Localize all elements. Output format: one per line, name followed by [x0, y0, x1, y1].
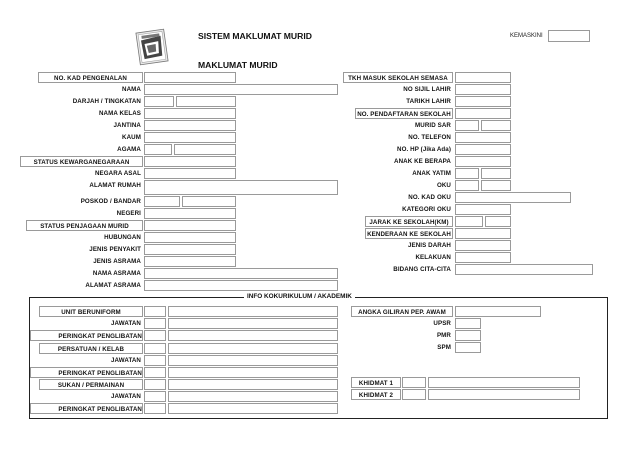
field-label: ANAK KE BERAPA: [394, 158, 451, 165]
spm-input[interactable]: [455, 342, 481, 353]
club-level-input[interactable]: [144, 367, 166, 378]
field-label: PMR: [436, 332, 451, 339]
club-input[interactable]: [144, 343, 166, 354]
religion-input[interactable]: [144, 144, 172, 155]
field-label: STATUS KEWARGANEGARAAN: [20, 156, 143, 167]
field-label: KAUM: [122, 134, 141, 141]
relationship-input[interactable]: [144, 232, 236, 243]
uniform-position-name-input[interactable]: [168, 318, 338, 329]
uniform-level-name-input[interactable]: [168, 330, 338, 341]
service-1-detail-input[interactable]: [428, 377, 580, 388]
club-level-name-input[interactable]: [168, 367, 338, 378]
sar-student-input[interactable]: [455, 120, 479, 131]
field-label: OKU: [436, 182, 451, 189]
field-label: JAWATAN: [110, 357, 141, 364]
field-label: STATUS PENJAGAAN MURID: [26, 220, 143, 231]
service-2-input[interactable]: [402, 389, 426, 400]
field-label: TKH MASUK SEKOLAH SEMASA: [343, 72, 453, 83]
field-label: NO. HP (Jika Ada): [397, 146, 451, 153]
sport-input[interactable]: [144, 379, 166, 390]
transport-input[interactable]: [455, 228, 511, 239]
gender-input[interactable]: [144, 120, 236, 131]
sport-position-name-input[interactable]: [168, 391, 338, 402]
school-entry-date-input[interactable]: [455, 72, 511, 83]
upsr-input[interactable]: [455, 318, 481, 329]
class-name-input[interactable]: [144, 108, 236, 119]
grade-input[interactable]: [144, 96, 174, 107]
phone-input[interactable]: [455, 132, 511, 143]
cocurricular-title: INFO KOKURIKULUM / AKADEMIK: [244, 292, 355, 302]
blood-type-input[interactable]: [455, 240, 511, 251]
illness-type-input[interactable]: [144, 244, 236, 255]
field-label: PERINGKAT PENGLIBATAN: [30, 367, 143, 378]
uniform-position-input[interactable]: [144, 318, 166, 329]
field-label: NO. PENDAFTARAN SEKOLAH: [355, 108, 453, 119]
exam-index-input[interactable]: [455, 306, 541, 317]
page-title: SISTEM MAKLUMAT MURID: [198, 31, 312, 41]
field-label: AGAMA: [117, 146, 141, 153]
service-1-input[interactable]: [402, 377, 426, 388]
field-label: PERINGKAT PENGLIBATAN: [30, 330, 143, 341]
field-label: JARAK KE SEKOLAH(KM): [365, 216, 453, 227]
field-label: DARJAH / TINGKATAN: [72, 98, 141, 105]
child-order-input[interactable]: [455, 156, 511, 167]
field-label: MURID SAR: [415, 122, 451, 129]
field-label: NEGERI: [116, 210, 141, 217]
field-label: ANGKA GILIRAN PEP. AWAM: [351, 306, 453, 317]
orphan-input[interactable]: [455, 168, 479, 179]
distance-input[interactable]: [455, 216, 483, 227]
field-label: NO. KAD OKU: [408, 194, 451, 201]
field-label: JENIS PENYAKIT: [89, 246, 141, 253]
update-field[interactable]: [548, 30, 590, 42]
field-label: NO. KAD PENGENALAN: [38, 72, 143, 83]
disability-card-input[interactable]: [455, 192, 571, 203]
state-input[interactable]: [144, 208, 236, 219]
disability-secondary-input[interactable]: [481, 180, 511, 191]
field-label: KENDERAAN KE SEKOLAH: [365, 228, 453, 239]
city-input[interactable]: [182, 196, 236, 207]
field-label: HUBUNGAN: [104, 234, 141, 241]
hostel-type-input[interactable]: [144, 256, 236, 267]
pmr-input[interactable]: [455, 330, 481, 341]
field-label: NAMA: [122, 86, 141, 93]
field-label: SUKAN / PERMAINAN: [39, 379, 143, 390]
field-label: UNIT BERUNIFORM: [39, 306, 143, 317]
uniform-unit-input[interactable]: [144, 306, 166, 317]
club-position-name-input[interactable]: [168, 355, 338, 366]
field-label: KHIDMAT 2: [351, 389, 401, 400]
section-subtitle: MAKLUMAT MURID: [198, 60, 278, 70]
sport-level-input[interactable]: [144, 403, 166, 414]
orphan-secondary-input[interactable]: [481, 168, 511, 179]
postcode-input[interactable]: [144, 196, 180, 207]
field-label: JENIS ASRAMA: [93, 258, 141, 265]
disability-category-input[interactable]: [455, 204, 511, 215]
field-label: NEGARA ASAL: [94, 170, 141, 177]
field-label: JAWATAN: [110, 393, 141, 400]
field-label: BIDANG CITA-CITA: [393, 266, 451, 273]
mobile-input[interactable]: [455, 144, 511, 155]
field-label: PERINGKAT PENGLIBATAN: [30, 403, 143, 414]
field-label: JAWATAN: [110, 320, 141, 327]
guardianship-status-input[interactable]: [144, 220, 236, 231]
field-label: JANTINA: [113, 122, 141, 129]
distance-secondary-input[interactable]: [485, 216, 511, 227]
birth-cert-input[interactable]: [455, 84, 511, 95]
field-label: KELAKUAN: [415, 254, 451, 261]
school-logo: [131, 27, 173, 67]
field-label: JENIS DARAH: [407, 242, 451, 249]
religion-secondary-input[interactable]: [174, 144, 236, 155]
field-label: TARIKH LAHIR: [406, 98, 451, 105]
service-2-detail-input[interactable]: [428, 389, 580, 400]
field-label: NO SIJIL LAHIR: [403, 86, 451, 93]
hostel-address-input[interactable]: [144, 280, 338, 291]
school-registration-input[interactable]: [455, 108, 511, 119]
field-label: ANAK YATIM: [412, 170, 451, 177]
update-label: KEMASKINI: [510, 33, 543, 39]
ic-number-input[interactable]: [144, 72, 236, 83]
hostel-name-input[interactable]: [144, 268, 338, 279]
school-crest-logo-icon: [131, 27, 173, 67]
field-label: SPM: [437, 344, 451, 351]
field-label: PERSATUAN / KELAB: [39, 343, 143, 354]
club-position-input[interactable]: [144, 355, 166, 366]
sport-name-input[interactable]: [168, 379, 338, 390]
home-address-input[interactable]: [144, 180, 338, 195]
race-input[interactable]: [144, 132, 236, 143]
club-name-input[interactable]: [168, 343, 338, 354]
uniform-level-input[interactable]: [144, 330, 166, 341]
field-label: NAMA KELAS: [98, 110, 141, 117]
ambition-input[interactable]: [455, 264, 593, 275]
sar-student-secondary-input[interactable]: [481, 120, 511, 131]
field-label: NO. TELEFON: [408, 134, 451, 141]
grade-secondary-input[interactable]: [176, 96, 236, 107]
sport-position-input[interactable]: [144, 391, 166, 402]
behaviour-input[interactable]: [455, 252, 511, 263]
field-label: ALAMAT RUMAH: [89, 182, 141, 189]
name-input[interactable]: [144, 84, 338, 95]
field-label: UPSR: [433, 320, 451, 327]
field-label: KHIDMAT 1: [351, 377, 401, 388]
field-label: KATEGORI OKU: [402, 206, 451, 213]
disability-input[interactable]: [455, 180, 479, 191]
birth-date-input[interactable]: [455, 96, 511, 107]
uniform-unit-name-input[interactable]: [168, 306, 338, 317]
citizenship-input[interactable]: [144, 156, 236, 167]
sport-level-name-input[interactable]: [168, 403, 338, 414]
field-label: ALAMAT ASRAMA: [85, 282, 141, 289]
field-label: POSKOD / BANDAR: [80, 198, 141, 205]
field-label: NAMA ASRAMA: [92, 270, 141, 277]
country-origin-input[interactable]: [144, 168, 236, 179]
